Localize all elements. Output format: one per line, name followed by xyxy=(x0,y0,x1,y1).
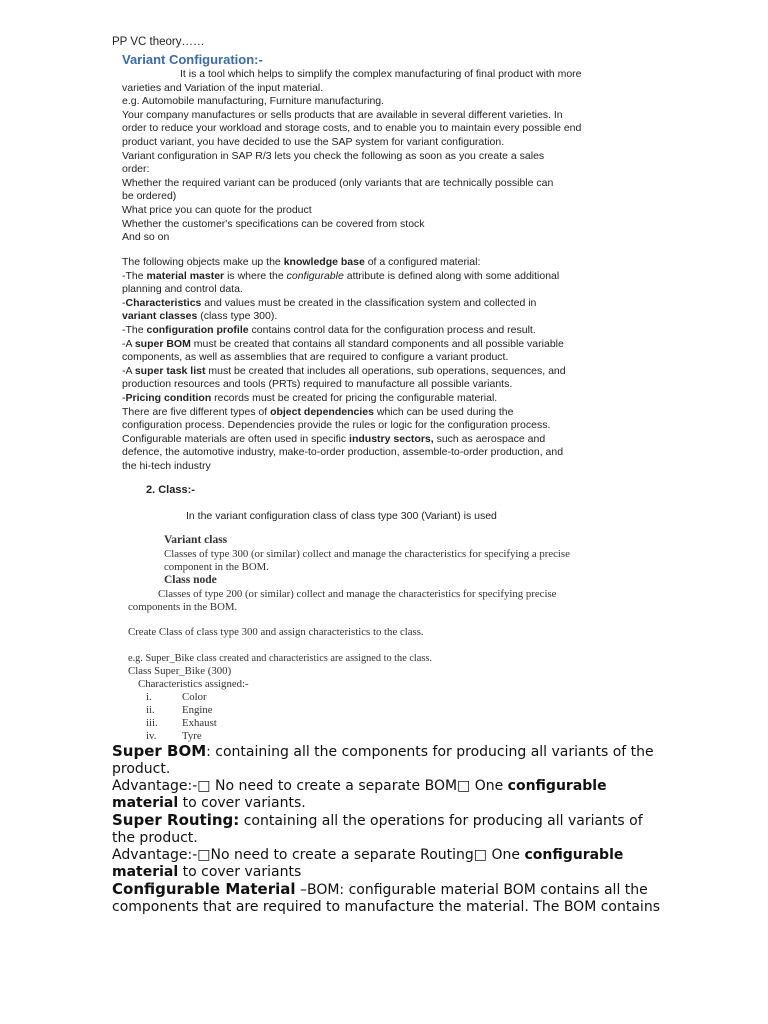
characteristic-item: ii. Engine xyxy=(146,704,213,716)
kb-line: -A super BOM must be created that contains all standard components and all possible variable xyxy=(122,337,564,350)
class-node-desc xyxy=(128,588,556,614)
example-text: e.g. Super_Bike class created and characteristics are assigned to the class. xyxy=(128,653,432,664)
kb-line: -Pricing condition records must be created for pricing the configurable material. xyxy=(122,391,498,404)
intro-line: varieties and Variation of the input material. xyxy=(122,81,324,94)
kb-line: defence, the automotive industry, make-to-order production, assemble-to-order production, and xyxy=(122,446,564,459)
characteristic-item: iv. Tyre xyxy=(146,730,202,742)
kb-line: Configurable materials are often used in specific industry sectors, such as aerospace and xyxy=(122,432,546,445)
super-routing-line: the product. xyxy=(112,830,198,846)
variant-class-title: Variant class xyxy=(164,534,228,546)
super-routing-line: Super Routing: containing all the operations for producing all variants of xyxy=(112,811,643,829)
variant-class-line: Classes of type 300 (or similar) collect and manage the characteristics for specifying a precise xyxy=(164,548,570,560)
create-class-text: Create Class of class type 300 and assign characteristics to the class. xyxy=(128,626,424,638)
class-node-line: Classes of type 200 (or similar) collect and manage the characteristics for specifying precise xyxy=(158,588,557,600)
kb-line: -The configuration profile contains control data for the configuration process and result. xyxy=(122,323,536,336)
intro-line: It is a tool which helps to simplify the complex manufacturing of final product with more xyxy=(180,68,582,80)
intro-paragraph xyxy=(122,68,582,245)
kb-line: production resources and tools (PRTs) required to manufacture all possible variants. xyxy=(122,378,513,391)
intro-line: product variant, you have decided to use the SAP system for variant configuration. xyxy=(122,135,505,148)
section-heading: Variant Configuration:- xyxy=(122,52,263,67)
kb-line: -Characteristics and values must be created in the classification system and collected in xyxy=(122,296,537,309)
super-bom-line: product. xyxy=(112,761,171,777)
intro-line: Your company manufactures or sells products that are available in several different varieties. In xyxy=(122,108,563,121)
class-node-line: components in the BOM. xyxy=(128,601,238,613)
kb-line: -A super task list must be created that includes all operations, sub operations, sequences, and xyxy=(122,364,566,377)
intro-line: And so on xyxy=(122,231,170,244)
characteristic-item: i. Color xyxy=(146,691,207,703)
kb-line: configuration process. Dependencies provide the rules or logic for the configuration process. xyxy=(122,419,551,432)
knowledge-base-paragraph xyxy=(122,256,566,474)
configurable-material-line: Configurable Material –BOM: configurable material BOM contains all the xyxy=(112,880,648,898)
super-bom-line: Super BOM: containing all the components for producing all variants of the xyxy=(112,742,654,760)
kb-line: -The material master is where the configurable attribute is defined along with some additional xyxy=(122,269,560,282)
kb-line: There are five different types of object dependencies which can be used during the xyxy=(122,405,514,418)
characteristic-item: iii. Exhaust xyxy=(146,717,217,729)
kb-line: variant classes (class type 300). xyxy=(122,310,278,323)
bottom-notes xyxy=(112,743,660,916)
class-heading: 2. Class:- xyxy=(146,484,195,496)
variant-class-desc xyxy=(164,548,570,574)
characteristics-list xyxy=(146,691,217,743)
kb-line: The following objects make up the knowledge base of a configured material: xyxy=(122,256,481,268)
intro-line: Variant configuration in SAP R/3 lets you check the following as soon as you create a sales xyxy=(122,149,545,162)
advantage-line: material to cover variants. xyxy=(112,795,306,811)
class-intro: In the variant configuration class of class type 300 (Variant) is used xyxy=(186,510,497,522)
intro-line: order to reduce your workload and storage costs, and to enable you to maintain every possible end xyxy=(122,122,582,135)
kb-line: the hi-tech industry xyxy=(122,459,211,472)
intro-line: Whether the required variant can be produced (only variants that are technically possible can xyxy=(122,176,554,189)
class-name-text: Class Super_Bike (300) xyxy=(128,665,232,677)
kb-line: planning and control data. xyxy=(122,283,243,296)
variant-class-line: component in the BOM. xyxy=(164,561,269,573)
intro-line: order: xyxy=(122,163,150,176)
advantage-line: Advantage:-□No need to create a separate Routing□ One configurable xyxy=(112,847,624,863)
class-node-title: Class node xyxy=(164,574,217,586)
intro-line: e.g. Automobile manufacturing, Furniture manufacturing. xyxy=(122,95,385,108)
kb-line: components, as well as assemblies that are required to configure a variant product. xyxy=(122,351,509,364)
advantage-line: material to cover variants xyxy=(112,864,302,880)
characteristics-assigned-label: Characteristics assigned:- xyxy=(138,678,249,690)
intro-line: What price you can quote for the product xyxy=(122,203,312,216)
intro-line: be ordered) xyxy=(122,190,177,203)
document-title: PP VC theory…… xyxy=(112,36,205,48)
configurable-material-line: components that are required to manufacture the material. The BOM contains xyxy=(112,899,660,915)
intro-line: Whether the customer's specifications can be covered from stock xyxy=(122,217,425,230)
advantage-line: Advantage:-□ No need to create a separate BOM□ One configurable xyxy=(112,778,607,794)
